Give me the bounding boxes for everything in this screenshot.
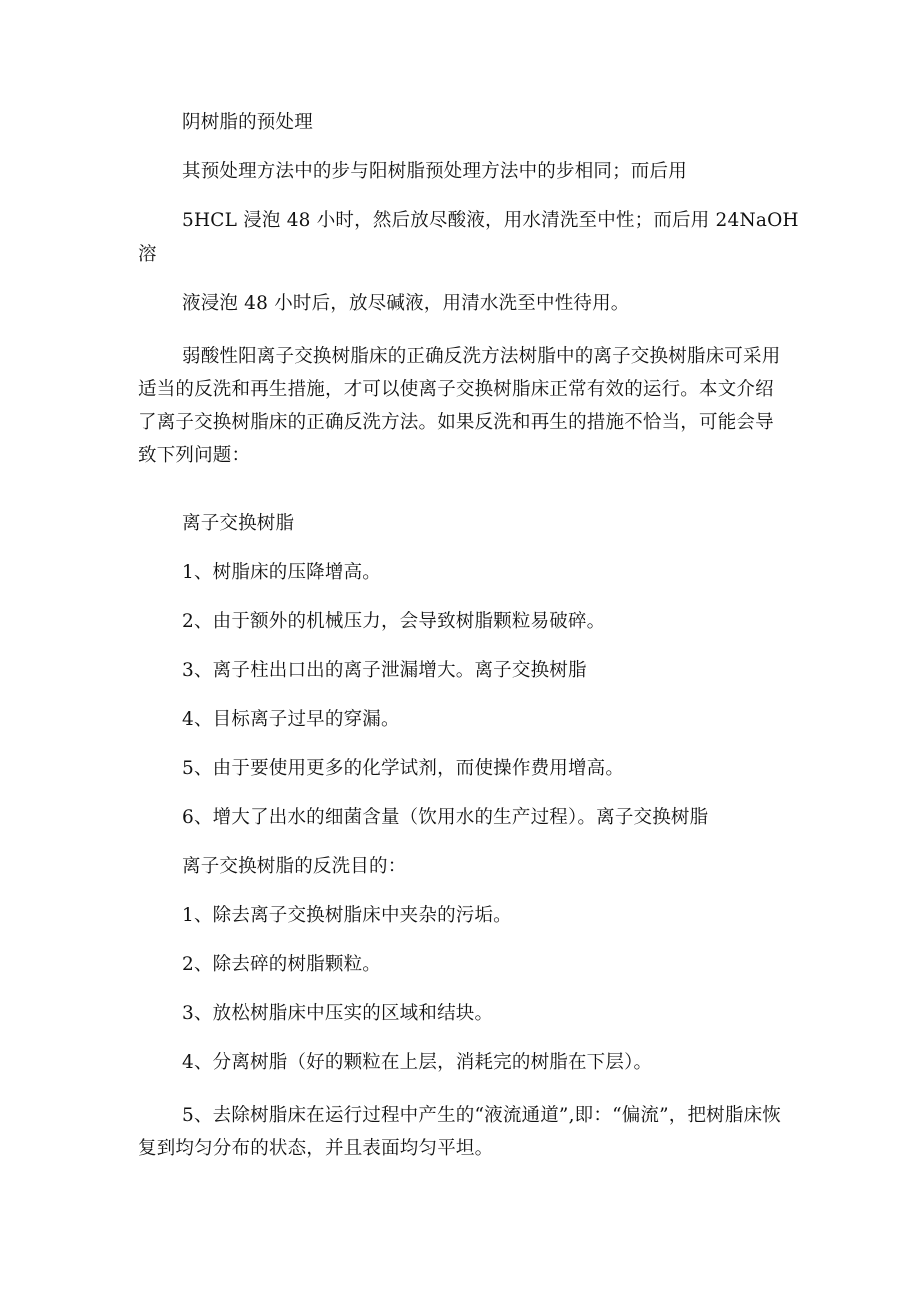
problem-item-3: 3、离子柱出口出的离子泄漏增大。离子交换树脂 (182, 660, 587, 681)
pretreatment-line-4: 液浸泡 48 小时后，放尽碱液，用清水洗至中性待用。 (182, 293, 630, 314)
pretreatment-line-1: 其预处理方法中的步与阳树脂预处理方法中的步相同；而后用 (182, 161, 687, 182)
section-title: 阴树脂的预处理 (182, 112, 313, 133)
purpose-item-5-paragraph: 5、去除树脂床在运行过程中产生的“液流通道”,即：“偏流”，把树脂床恢复到均匀分布的状态，并且表面均匀平坦。 (138, 1105, 781, 1159)
purpose-item-4: 4、分离树脂（好的颗粒在上层，消耗完的树脂在下层）。 (182, 1052, 653, 1073)
pretreatment-line-3: 溶 (138, 244, 157, 265)
problem-item-5: 5、由于要使用更多的化学试剂，而使操作费用增高。 (182, 758, 625, 779)
problem-item-6: 6、增大了出水的细菌含量（饮用水的生产过程）。离子交换树脂 (182, 807, 709, 828)
purpose-item-3: 3、放松树脂床中压实的区域和结块。 (182, 1003, 494, 1024)
problem-item-4: 4、目标离子过早的穿漏。 (182, 709, 400, 730)
problem-item-2: 2、由于额外的机械压力，会导致树脂颗粒易破碎。 (182, 611, 606, 632)
section2-heading: 离子交换树脂的反洗目的： (182, 856, 407, 877)
purpose-item-1: 1、除去离子交换树脂床中夹杂的污垢。 (182, 905, 512, 926)
problem-item-1: 1、树脂床的压降增高。 (182, 562, 381, 583)
pretreatment-line-2: 5HCL 浸泡 48 小时，然后放尽酸液，用水清洗至中性；而后用 24NaOH (182, 210, 799, 231)
section1-heading: 离子交换树脂 (182, 513, 295, 534)
purpose-item-2: 2、除去碎的树脂颗粒。 (182, 954, 381, 975)
intro-paragraph: 弱酸性阳离子交换树脂床的正确反洗方法树脂中的离子交换树脂床可采用适当的反洗和再生措施，才可以使离子交换树脂床正常有效的运行。本文介绍了离子交换树脂床的正确反洗方法。如果反洗和再生的措施不恰当，可能会导致下列问题： (138, 346, 781, 466)
